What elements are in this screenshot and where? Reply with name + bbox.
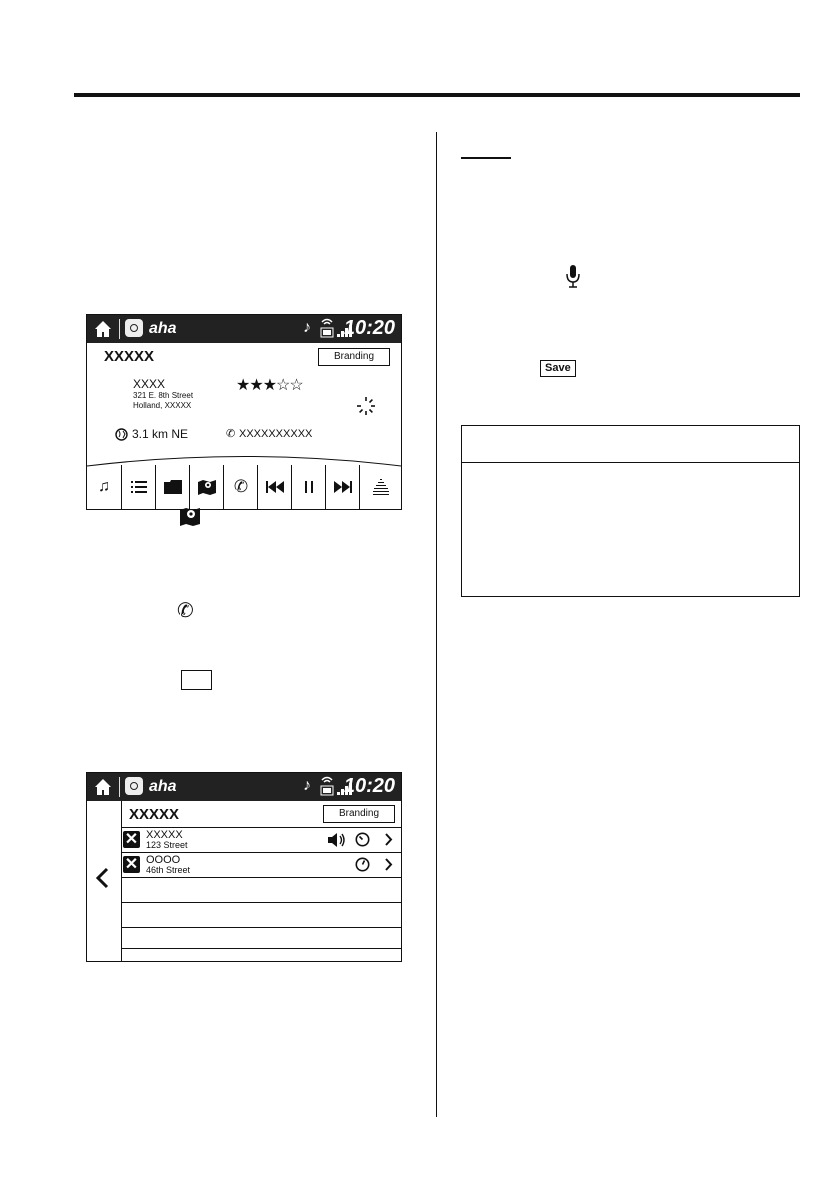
map-button[interactable] [189, 465, 224, 509]
phone-icon: ✆ [233, 477, 249, 496]
star-filled-icon: ★ [262, 377, 277, 394]
list-item-empty[interactable] [121, 903, 401, 928]
list-item-text [146, 830, 188, 850]
heading-underline [461, 157, 511, 159]
list-item-street: 46th Street [146, 865, 191, 875]
branding-button[interactable]: Branding [318, 348, 390, 366]
clock-dial-icon [355, 832, 370, 847]
note-box-header [462, 426, 799, 463]
music-note-icon: ♫ [98, 478, 110, 495]
wifi-battery-icon [319, 316, 335, 340]
music-note-icon: ♪ [303, 777, 311, 794]
close-icon[interactable]: ✕ [124, 831, 139, 848]
address-line-2: Holland, XXXXX [133, 401, 192, 410]
music-note-icon: ♪ [303, 319, 311, 336]
next-track-icon [334, 481, 352, 493]
place-name: XXXX [133, 377, 166, 391]
list-item-empty[interactable] [121, 878, 401, 903]
star-empty-icon: ☆ [276, 377, 290, 394]
list-icon [131, 481, 147, 493]
music-button[interactable] [87, 465, 121, 509]
folder-icon [164, 480, 182, 494]
previous-track-icon [266, 481, 284, 493]
header-rule [74, 93, 800, 97]
folder-outline-icon [181, 670, 212, 690]
star-rating [236, 375, 303, 395]
equalizer-button[interactable] [359, 465, 402, 509]
list-item[interactable] [121, 828, 401, 853]
distance-text: 3.1 km NE [132, 427, 189, 441]
clock-dial-icon [355, 857, 370, 872]
next-track-button[interactable] [325, 465, 360, 509]
status-bar [87, 773, 401, 801]
save-button[interactable]: Save [540, 360, 576, 377]
star-empty-icon: ☆ [289, 377, 303, 394]
phone-number: XXXXXXXXXX [239, 428, 313, 440]
home-icon[interactable] [93, 319, 113, 339]
map-pin-icon [180, 506, 200, 526]
aha-app-icon [125, 319, 143, 337]
list-header [121, 801, 401, 828]
folder-button[interactable] [155, 465, 190, 509]
address-line-1: 321 E. 8th Street [133, 391, 194, 400]
previous-track-button[interactable] [257, 465, 292, 509]
clock: 10:20 [343, 775, 395, 797]
left-panel [87, 801, 122, 961]
star-filled-icon: ★ [236, 377, 250, 394]
status-separator [119, 777, 120, 797]
list-item-empty[interactable] [121, 928, 401, 949]
map-pin-icon [198, 479, 216, 495]
branding-button[interactable]: Branding [323, 805, 395, 823]
star-filled-icon: ★ [249, 377, 263, 394]
column-divider [436, 132, 437, 1117]
microphone-icon [566, 265, 580, 289]
station-title: XXXXX [129, 806, 180, 823]
status-bar [87, 315, 401, 343]
aha-list-screen [86, 772, 402, 962]
home-icon[interactable] [93, 777, 113, 797]
status-separator [119, 319, 120, 339]
note-box [461, 425, 800, 597]
phone-icon: ✆ [177, 600, 194, 622]
list-item-street: 123 Street [146, 840, 188, 850]
list-item[interactable] [121, 853, 401, 878]
loading-spinner-icon [355, 395, 377, 417]
speaker-icon [328, 833, 346, 847]
media-toolbar [87, 465, 401, 509]
station-title: XXXXX [104, 348, 155, 365]
pause-button[interactable] [291, 465, 326, 509]
list-item-name: XXXXX [146, 829, 183, 841]
clock: 10:20 [343, 317, 395, 339]
chevron-right-icon[interactable] [385, 858, 393, 871]
list-button[interactable] [121, 465, 156, 509]
list-item-name: OOOO [146, 854, 181, 866]
call-button[interactable] [223, 465, 258, 509]
app-name: aha [149, 778, 177, 795]
aha-station-screen [86, 314, 402, 510]
app-name: aha [149, 320, 177, 337]
wifi-battery-icon [319, 774, 335, 798]
globe-icon [115, 428, 128, 441]
close-icon[interactable]: ✕ [124, 856, 139, 873]
phone-icon: ✆ [226, 428, 236, 440]
aha-app-icon [125, 777, 143, 795]
chevron-right-icon[interactable] [385, 833, 393, 846]
back-chevron-icon[interactable] [95, 867, 109, 889]
equalizer-icon [373, 479, 389, 495]
list-item-text [146, 855, 190, 875]
pause-icon [304, 481, 314, 493]
